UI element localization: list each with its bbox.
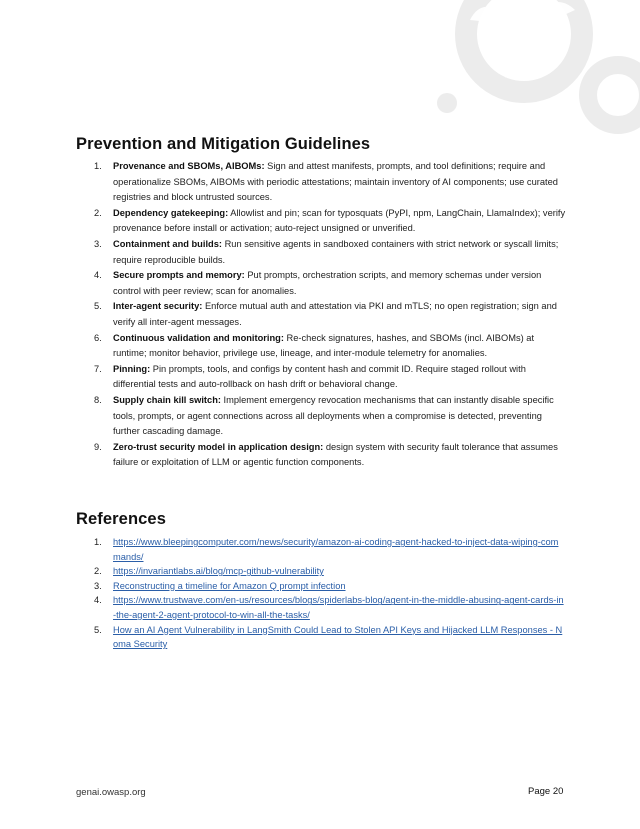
item-number: 4.: [94, 595, 102, 606]
references-heading: References: [76, 510, 166, 528]
footer-url: genai.owasp.org: [76, 787, 146, 798]
guideline-item: [76, 393, 566, 440]
guideline-text: Pin prompts, tools, and configs by content hash and commit ID. Require staged rollout with differential tests and auto-rollback on hash drift or behavioral change.: [113, 363, 526, 390]
reference-link[interactable]: https://www.trustwave.com/en-us/resources/blogs/spiderlabs-blog/agent-in-the-middle-abusing-agent-cards-in-the-agent-2-agent-protocol-to-win-all-the-tasks/: [113, 595, 564, 620]
item-number: 4.: [94, 270, 102, 281]
item-number: 2.: [94, 207, 102, 218]
reference-link[interactable]: https://invariantlabs.ai/blog/mcp-github-vulnerability: [113, 566, 324, 577]
guideline-text: Re-check signatures, hashes, and SBOMs (incl. AIBOMs) at runtime; monitor behavior, privilege use, lineage, and inter-module telemetry for anomalies.: [113, 332, 535, 359]
reference-item: [76, 564, 566, 579]
guideline-term: Zero-trust security model in application design:: [113, 441, 324, 452]
reference-item: [76, 579, 566, 594]
guideline-item: [76, 206, 566, 237]
guideline-text: Implement emergency revocation mechanisms that can instantly disable specific tools, prompts, or agent connections across all deployments when a compromise is detected, preventing further cascading damage.: [113, 394, 554, 437]
guideline-term: Inter-agent security:: [113, 301, 203, 312]
prevention-list: [76, 159, 566, 471]
guideline-term: Dependency gatekeeping:: [113, 207, 229, 218]
guideline-item: [76, 362, 566, 393]
guideline-item: [76, 268, 566, 299]
guideline-item: [76, 159, 566, 206]
guideline-text: Allowlist and pin; scan for typosquats (PyPI, npm, LangChain, LlamaIndex); verify provenance before install or activation; auto-reject unsigned or unverified.: [113, 207, 566, 234]
item-number: 8.: [94, 394, 102, 405]
guideline-text: Enforce mutual auth and attestation via PKI and mTLS; no open registration; sign and verify all inter-agent messages.: [113, 301, 557, 327]
reference-link[interactable]: How an AI Agent Vulnerability in LangSmith Could Lead to Stolen API Keys and Hijacked LLM Responses - Noma Security: [113, 624, 563, 650]
guideline-item: [76, 299, 566, 330]
reference-item: [76, 593, 566, 622]
item-number: 2.: [94, 566, 102, 577]
item-number: 7.: [94, 363, 102, 374]
guideline-item: [76, 237, 566, 268]
guideline-term: Provenance and SBOMs, AIBOMs:: [113, 161, 265, 171]
guideline-text: design system with security fault tolerance that assumes failure or exploitation of LLM or agentic function components.: [113, 441, 558, 468]
item-number: 3.: [94, 580, 102, 591]
reference-item: [76, 535, 566, 564]
guideline-text: Run sensitive agents in sandboxed containers with strict network or syscall limits; require reproducible builds.: [113, 238, 559, 265]
guideline-text: Put prompts, orchestration scripts, and memory schemas under version control with peer review; scan for anomalies.: [113, 270, 542, 296]
guideline-term: Continuous validation and monitoring:: [113, 332, 284, 343]
item-number: 1.: [94, 161, 102, 171]
guideline-text: Sign and attest manifests, prompts, and tool definitions; require and operationalize SBOMs, AIBOMs with periodic attestations; maintain inventory of AI components; use curated registries and block untrusted sources.: [113, 161, 558, 203]
guideline-item: [76, 440, 566, 471]
reference-link[interactable]: Reconstructing a timeline for Amazon Q prompt infection: [113, 580, 346, 591]
item-number: 5.: [94, 624, 102, 635]
item-number: 1.: [94, 537, 102, 547]
guideline-term: Pinning:: [113, 363, 151, 374]
page-number: Page 20: [528, 786, 564, 797]
item-number: 6.: [94, 332, 102, 343]
guideline-term: Secure prompts and memory:: [113, 270, 245, 281]
reference-item: [76, 623, 566, 652]
reference-link[interactable]: https://www.bleepingcomputer.com/news/security/amazon-ai-coding-agent-hacked-to-inject-data-wiping-commands/: [113, 537, 559, 562]
guideline-term: Supply chain kill switch:: [113, 394, 221, 405]
prevention-heading: Prevention and Mitigation Guidelines: [76, 135, 371, 153]
item-number: 3.: [94, 238, 102, 249]
item-number: 5.: [94, 301, 102, 312]
item-number: 9.: [94, 441, 102, 452]
references-list: [76, 535, 566, 652]
owasp-watermark-logo: [0, 0, 640, 140]
guideline-item: [76, 331, 566, 362]
guideline-term: Containment and builds:: [113, 238, 222, 249]
